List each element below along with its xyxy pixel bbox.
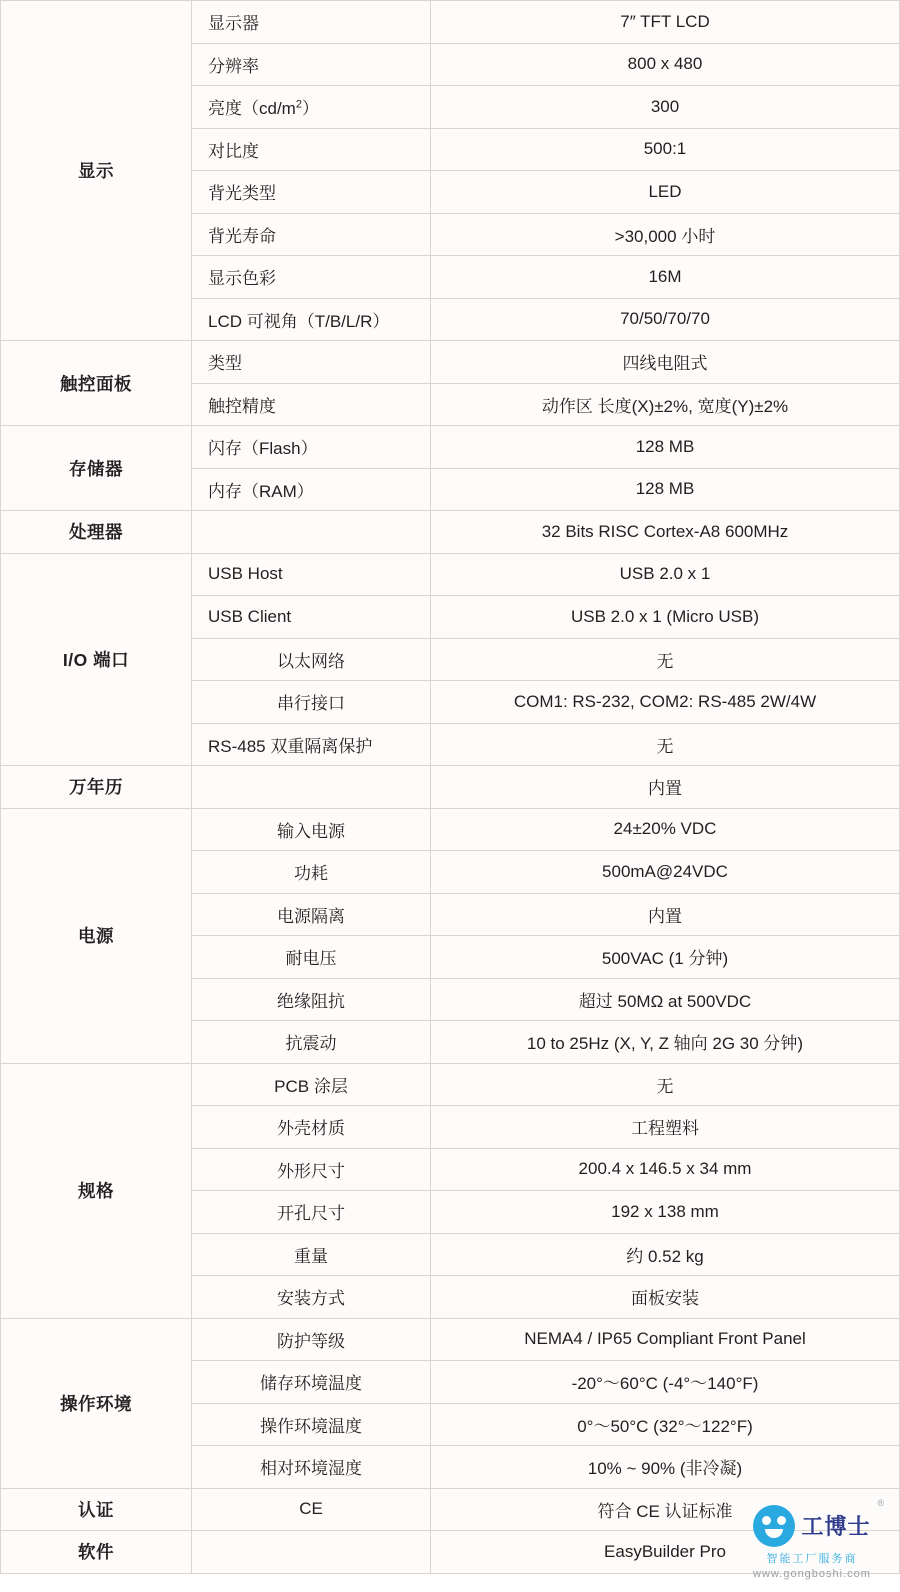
row-value: 800 x 480 [431, 43, 900, 86]
row-value: -20°～60°C (-4°～140°F) [431, 1361, 900, 1404]
row-category: I/O 端口 [1, 553, 192, 766]
trademark-symbol: ® [877, 1498, 884, 1508]
row-item: 类型 [192, 341, 431, 384]
row-value: 500:1 [431, 128, 900, 171]
row-value: EasyBuilder Pro [431, 1531, 900, 1574]
row-item [192, 1531, 431, 1574]
row-value: 四线电阻式 [431, 341, 900, 384]
table-row [1, 1, 900, 44]
row-item: 显示色彩 [192, 256, 431, 299]
table-row [1, 1318, 900, 1361]
row-item: USB Client [192, 596, 431, 639]
row-category: 存储器 [1, 426, 192, 511]
row-value: 无 [431, 638, 900, 681]
row-value: 128 MB [431, 468, 900, 511]
row-item: 功耗 [192, 851, 431, 894]
table-row [1, 766, 900, 809]
row-item: 储存环境温度 [192, 1361, 431, 1404]
row-value: USB 2.0 x 1 [431, 553, 900, 596]
row-item: 外形尺寸 [192, 1148, 431, 1191]
row-item: 重量 [192, 1233, 431, 1276]
row-item: 耐电压 [192, 936, 431, 979]
superscript-two: 2 [295, 98, 302, 111]
table-row [1, 553, 900, 596]
row-item: 开孔尺寸 [192, 1191, 431, 1234]
row-value: 500mA@24VDC [431, 851, 900, 894]
row-value: 16M [431, 256, 900, 299]
row-value: 内置 [431, 766, 900, 809]
row-item: 外壳材质 [192, 1106, 431, 1149]
row-item: 背光寿命 [192, 213, 431, 256]
row-item: 闪存（Flash） [192, 426, 431, 469]
row-category: 处理器 [1, 511, 192, 554]
row-value: >30,000 小时 [431, 213, 900, 256]
row-item: 输入电源 [192, 808, 431, 851]
watermark-subtitle: 智能工厂服务商 [766, 1552, 858, 1565]
row-item: CE [192, 1488, 431, 1531]
row-value: 超过 50MΩ at 500VDC [431, 978, 900, 1021]
table-row [1, 1488, 900, 1531]
row-category: 操作环境 [1, 1318, 192, 1488]
row-value: LED [431, 171, 900, 214]
row-value: 192 x 138 mm [431, 1191, 900, 1234]
row-item: RS-485 双重隔离保护 [192, 723, 431, 766]
row-value: 7″ TFT LCD [431, 1, 900, 44]
row-value: 无 [431, 723, 900, 766]
specification-table-body [1, 1, 900, 1574]
row-item: 抗震动 [192, 1021, 431, 1064]
row-item: 电源隔离 [192, 893, 431, 936]
row-item: PCB 涂层 [192, 1063, 431, 1106]
row-item: 绝缘阻抗 [192, 978, 431, 1021]
table-row [1, 1063, 900, 1106]
row-item: 显示器 [192, 1, 431, 44]
row-value: 约 0.52 kg [431, 1233, 900, 1276]
row-value: 70/50/70/70 [431, 298, 900, 341]
row-value: 无 [431, 1063, 900, 1106]
watermark-url: www.gongboshi.com [753, 1567, 871, 1580]
row-value: 10% ~ 90% (非冷凝) [431, 1446, 900, 1489]
row-value: COM1: RS-232, COM2: RS-485 2W/4W [431, 681, 900, 724]
row-value: 内置 [431, 893, 900, 936]
row-item [192, 766, 431, 809]
table-row [1, 808, 900, 851]
row-category: 万年历 [1, 766, 192, 809]
row-item: 串行接口 [192, 681, 431, 724]
row-value: NEMA4 / IP65 Compliant Front Panel [431, 1318, 900, 1361]
row-item: 分辨率 [192, 43, 431, 86]
row-category: 认证 [1, 1488, 192, 1531]
row-item [192, 511, 431, 554]
row-item: 对比度 [192, 128, 431, 171]
table-row [1, 511, 900, 554]
row-item: 以太网络 [192, 638, 431, 681]
watermark-title: 工博士 [801, 1514, 871, 1539]
row-category: 显示 [1, 1, 192, 341]
table-row [1, 341, 900, 384]
row-value: 动作区 长度(X)±2%, 宽度(Y)±2% [431, 383, 900, 426]
row-item: 触控精度 [192, 383, 431, 426]
row-value: 面板安装 [431, 1276, 900, 1319]
row-value: 128 MB [431, 426, 900, 469]
row-category: 电源 [1, 808, 192, 1063]
row-value: 24±20% VDC [431, 808, 900, 851]
row-item: 防护等级 [192, 1318, 431, 1361]
table-row [1, 1531, 900, 1574]
row-item: USB Host [192, 553, 431, 596]
row-value: 0°～50°C (32°～122°F) [431, 1403, 900, 1446]
row-item: 亮度$(cd/m^2)$ [192, 86, 431, 129]
row-value: 符合 CE 认证标准 [431, 1488, 900, 1531]
row-value: 10 to 25Hz (X, Y, Z 轴向 2G 30 分钟) [431, 1021, 900, 1064]
row-value: 500VAC (1 分钟) [431, 936, 900, 979]
row-value: 200.4 x 146.5 x 34 mm [431, 1148, 900, 1191]
row-category: 软件 [1, 1531, 192, 1574]
row-category: 规格 [1, 1063, 192, 1318]
row-category: 触控面板 [1, 341, 192, 426]
table-row [1, 426, 900, 469]
row-item: 操作环境温度 [192, 1403, 431, 1446]
row-item: 背光类型 [192, 171, 431, 214]
row-value: 工程塑料 [431, 1106, 900, 1149]
row-item: 相对环境湿度 [192, 1446, 431, 1489]
row-item: LCD 可视角（T/B/L/R） [192, 298, 431, 341]
row-value: USB 2.0 x 1 (Micro USB) [431, 596, 900, 639]
row-item: 内存（RAM） [192, 468, 431, 511]
row-value: 32 Bits RISC Cortex-A8 600MHz [431, 511, 900, 554]
row-value: 300 [431, 86, 900, 129]
row-item: 安装方式 [192, 1276, 431, 1319]
